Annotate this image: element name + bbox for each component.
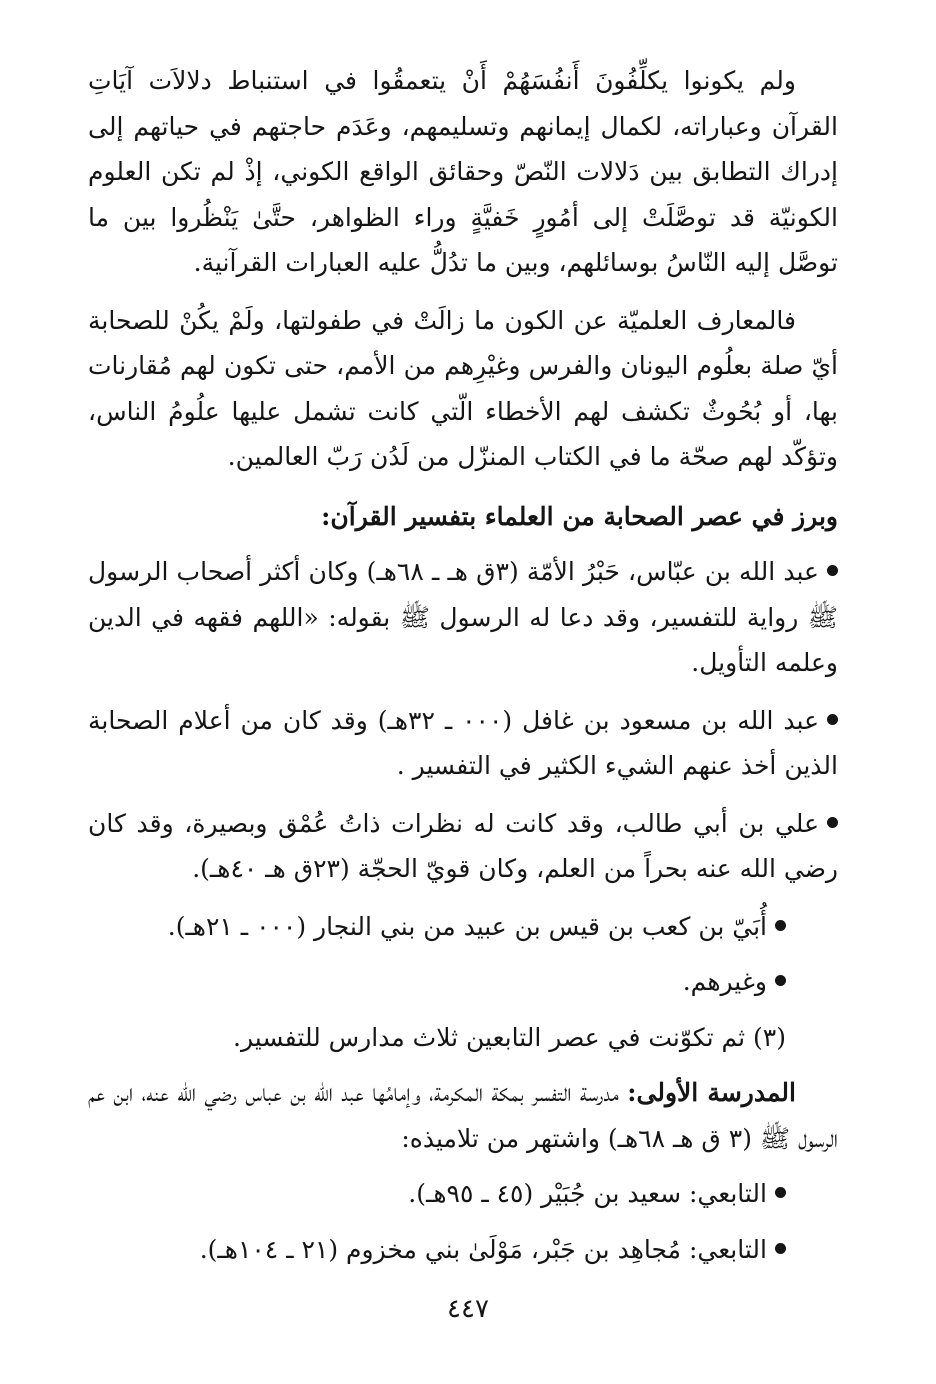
page-body [88,58,838,1272]
bullet-icon [775,1187,786,1198]
student-item-said: التابعي: سعيد بن جُبَيْر (٤٥ ـ ٩٥هـ). [88,1171,838,1217]
bullet-icon [775,920,786,931]
bullet-icon [827,565,838,576]
list-item-ibn-abbas: عبد الله بن عبّاس، حَبْرُ الأمّة (٣ق هـ ـ ٦٨هـ) وكان أكثر أصحاب الرسول ﷺ رواية للتفسير، وقد دعا له الرسول ﷺ بقوله: «اللهم فقهه في الدين وعلمه التأويل. [88,557,838,677]
numbered-item-3: (٣) ثم تكوّنت في عصر التابعين ثلاث مدارس للتفسير. [233,1022,786,1052]
list-item-ali: علي بن أبي طالب، وقد كانت له نظرات ذاتُ عُمْق وبصيرة، وقد كان رضي الله عنه بحراً من العلم، وكان قويّ الحجّة (٢٣ق هـ ٤٠هـ). [88,808,838,883]
section-heading: وبرز في عصر الصحابة من العلماء بتفسير القرآن: [321,501,838,531]
second-paragraph: فالمعارف العلميّة عن الكون ما زالَتْ في طفولتها، ولَمْ يكُنْ للصحابة أيّ صلة بعلُوم اليونان والفرس وغيْرِهم من الأمم، حتى تكون لهم مُقارنات بها، أو بُحُوثٌ تكشف لهم الأخطاء الّتي كانت تشمل عليها علُومُ الناس، وتؤكّد لهم صحّة ما في الكتاب المنزّل من لَدُن رَبّ العالمين. [88,305,838,471]
list-item-others: وغيرهم. [88,959,838,1005]
page-number: ٤٤٧ [447,1294,489,1324]
school-label: المدرسة الأولى: [627,1078,796,1107]
bullet-icon [827,714,838,725]
bullet-icon [775,975,786,986]
bullet-icon [775,1243,786,1254]
intro-paragraph: ولم يكونوا يكلِّفُونَ أَنفُسَهُمْ أَنْ يتعمقُوا في استنباط دلالاَت آيَاتِ القرآن وعباراته، لكمال إيمانهم وتسليمهم، وعَدَم حاجتهم في حياتهم إلى إدراك التطابق بين دَلالات النّصّ وحقائق الواقع الكوني، إذْ لم تكن العلوم الكونيّة قد توصَّلَتْ إلى أمُورٍ خَفيَّةٍ وراء الظواهر، حتَّىٰ يَنْظُروا بين ما توصَّل إليه النّاسُ بوسائلهم، وبين ما تدُلُّ عليه العبارات القرآنية. [88,66,838,277]
school-text: مدرسة التفسر بمكة المكرمة، وإمامُها عبد الله بن عباس رضي الله عنه، ابن عم الرسول ﷺ (٣ ق هـ ٦٨هـ) واشتهر من تلاميذه: [88,1078,838,1153]
bullet-icon [827,817,838,828]
list-item-ibn-masud: عبد الله بن مسعود بن غافل (٠٠٠ ـ ٣٢هـ) وقد كان من أعلام الصحابة الذين أخذ عنهم الشيء الكثير في التفسير . [88,705,838,780]
list-item-ubay: أُبَيّ بن كعب بن قيس بن عبيد من بني النجار (٠٠٠ ـ ٢١هـ). [88,904,838,950]
first-school-paragraph [88,1070,838,1161]
student-item-mujahid: التابعي: مُجاهِد بن جَبْر، مَوْلَىٰ بني مخزوم (٢١ ـ ١٠٤هـ). [88,1227,838,1273]
